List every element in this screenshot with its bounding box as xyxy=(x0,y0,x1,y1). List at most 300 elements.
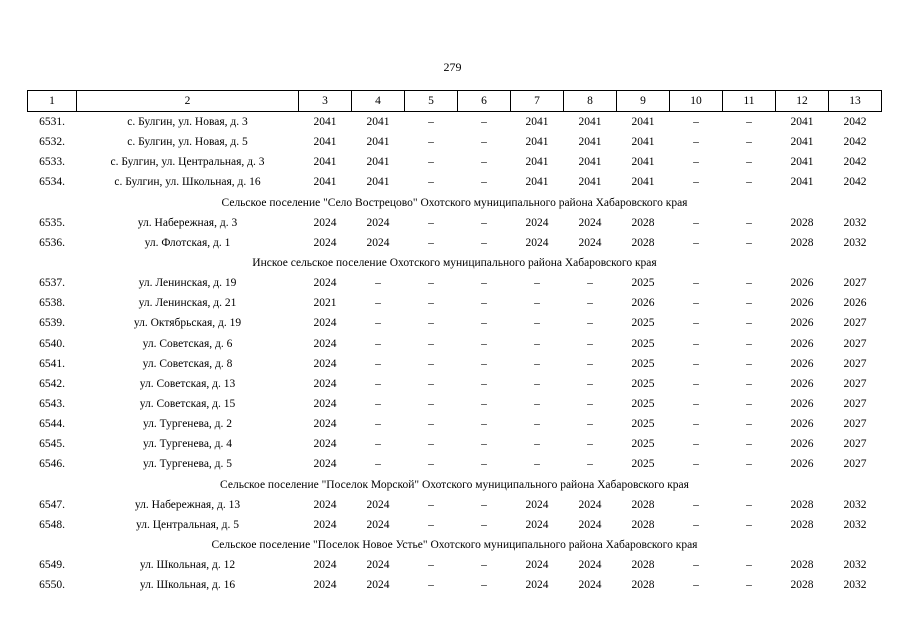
year-cell: – xyxy=(746,337,752,350)
year-cell: – xyxy=(534,438,540,451)
address-cell: с. Булгин, ул. Школьная, д. 16 xyxy=(114,176,261,189)
year-cell: – xyxy=(693,216,699,229)
year-cell: – xyxy=(693,579,699,592)
table-row xyxy=(28,354,882,374)
year-cell: 2032 xyxy=(843,216,867,229)
section-header-row xyxy=(28,193,882,213)
table-row xyxy=(28,374,882,394)
year-cell: 2024 xyxy=(366,518,390,531)
table-row xyxy=(28,434,882,454)
year-cell: 2025 xyxy=(631,418,655,431)
table-row xyxy=(28,575,882,595)
year-cell: 2032 xyxy=(843,559,867,572)
year-cell: 2028 xyxy=(631,518,655,531)
year-cell: 2041 xyxy=(790,136,814,149)
year-cell: – xyxy=(481,317,487,330)
year-cell: – xyxy=(746,216,752,229)
year-cell: – xyxy=(746,458,752,471)
row-number: 6540. xyxy=(39,337,65,350)
year-cell: 2041 xyxy=(525,136,549,149)
year-cell: – xyxy=(534,357,540,370)
year-cell: 2027 xyxy=(843,418,867,431)
year-cell: – xyxy=(428,418,434,431)
year-cell: – xyxy=(481,357,487,370)
year-cell: – xyxy=(587,277,593,290)
year-cell: – xyxy=(481,136,487,149)
address-cell: ул. Школьная, д. 12 xyxy=(139,559,236,572)
year-cell: – xyxy=(746,357,752,370)
year-cell: – xyxy=(693,458,699,471)
year-cell: 2041 xyxy=(313,156,337,169)
year-cell: – xyxy=(481,116,487,129)
year-cell: 2025 xyxy=(631,277,655,290)
year-cell: – xyxy=(587,377,593,390)
year-cell: 2028 xyxy=(790,559,814,572)
year-cell: 2041 xyxy=(525,176,549,189)
row-number: 6534. xyxy=(39,176,65,189)
year-cell: – xyxy=(481,458,487,471)
row-number: 6550. xyxy=(39,579,65,592)
year-cell: 2024 xyxy=(525,216,549,229)
year-cell: – xyxy=(428,559,434,572)
table-row xyxy=(28,394,882,414)
year-cell: 2041 xyxy=(790,116,814,129)
year-cell: 2032 xyxy=(843,498,867,511)
year-cell: 2024 xyxy=(313,377,337,390)
address-cell: ул. Набережная, д. 3 xyxy=(137,216,238,229)
row-number: 6531. xyxy=(39,116,65,129)
year-cell: – xyxy=(587,458,593,471)
year-cell: 2041 xyxy=(525,156,549,169)
year-cell: – xyxy=(534,418,540,431)
year-cell: 2042 xyxy=(843,136,867,149)
year-cell: 2024 xyxy=(578,236,602,249)
year-cell: – xyxy=(693,156,699,169)
year-cell: 2026 xyxy=(790,357,814,370)
year-cell: 2024 xyxy=(313,236,337,249)
year-cell: – xyxy=(746,317,752,330)
year-cell: 2032 xyxy=(843,579,867,592)
year-cell: 2024 xyxy=(313,398,337,411)
year-cell: 2041 xyxy=(631,116,655,129)
year-cell: 2024 xyxy=(313,438,337,451)
year-cell: – xyxy=(534,277,540,290)
address-cell: ул. Советская, д. 6 xyxy=(142,337,233,350)
table-row xyxy=(28,334,882,354)
year-cell: 2024 xyxy=(578,579,602,592)
year-cell: – xyxy=(375,317,381,330)
year-cell: – xyxy=(587,418,593,431)
year-cell: 2032 xyxy=(843,236,867,249)
year-cell: 2027 xyxy=(843,337,867,350)
year-cell: 2026 xyxy=(790,398,814,411)
year-cell: – xyxy=(481,518,487,531)
year-cell: – xyxy=(428,277,434,290)
year-cell: 2028 xyxy=(631,498,655,511)
year-cell: 2024 xyxy=(366,216,390,229)
table-row xyxy=(28,313,882,333)
section-header-row xyxy=(28,475,882,495)
year-cell: 2026 xyxy=(843,297,867,310)
year-cell: – xyxy=(375,357,381,370)
year-cell: 2028 xyxy=(790,498,814,511)
year-cell: – xyxy=(693,277,699,290)
year-cell: – xyxy=(428,136,434,149)
table-row xyxy=(28,132,882,152)
year-cell: – xyxy=(746,438,752,451)
year-cell: 2024 xyxy=(578,498,602,511)
column-header: 13 xyxy=(829,91,882,112)
year-cell: – xyxy=(428,498,434,511)
year-cell: 2024 xyxy=(313,579,337,592)
year-cell: 2028 xyxy=(631,216,655,229)
year-cell: – xyxy=(746,277,752,290)
year-cell: 2024 xyxy=(578,216,602,229)
year-cell: 2027 xyxy=(843,357,867,370)
year-cell: 2028 xyxy=(790,518,814,531)
year-cell: 2041 xyxy=(578,156,602,169)
section-title: Сельское поселение "Поселок Новое Устье" Охотского муниципального района Хабаровского края xyxy=(211,539,698,552)
year-cell: 2041 xyxy=(366,156,390,169)
year-cell: 2025 xyxy=(631,317,655,330)
year-cell: – xyxy=(534,377,540,390)
year-cell: 2028 xyxy=(790,216,814,229)
year-cell: 2024 xyxy=(313,337,337,350)
section-title: Сельское поселение "Поселок Морской" Охотского муниципального района Хабаровского края xyxy=(220,478,689,491)
address-cell: с. Булгин, ул. Новая, д. 3 xyxy=(127,116,248,129)
year-cell: 2027 xyxy=(843,438,867,451)
column-header: 12 xyxy=(776,91,829,112)
year-cell: – xyxy=(693,377,699,390)
year-cell: 2026 xyxy=(790,438,814,451)
table-row xyxy=(28,495,882,515)
address-cell: с. Булгин, ул. Центральная, д. 3 xyxy=(110,156,265,169)
year-cell: 2041 xyxy=(631,176,655,189)
year-cell: – xyxy=(375,458,381,471)
year-cell: 2026 xyxy=(790,377,814,390)
header-row xyxy=(28,91,882,112)
year-cell: – xyxy=(746,498,752,511)
year-cell: 2026 xyxy=(790,458,814,471)
table-row xyxy=(28,213,882,233)
table-row xyxy=(28,414,882,434)
page-number: 279 xyxy=(443,60,462,74)
year-cell: – xyxy=(534,297,540,310)
table-body xyxy=(28,112,882,596)
year-cell: 2041 xyxy=(366,176,390,189)
year-cell: – xyxy=(375,337,381,350)
year-cell: 2026 xyxy=(790,337,814,350)
column-header: 7 xyxy=(511,91,564,112)
year-cell: – xyxy=(481,337,487,350)
year-cell: 2024 xyxy=(313,357,337,370)
column-header: 11 xyxy=(723,91,776,112)
year-cell: 2041 xyxy=(578,176,602,189)
column-header: 1 xyxy=(28,91,77,112)
year-cell: 2021 xyxy=(313,297,337,310)
year-cell: 2041 xyxy=(525,116,549,129)
year-cell: 2026 xyxy=(790,418,814,431)
column-header: 6 xyxy=(458,91,511,112)
year-cell: – xyxy=(746,559,752,572)
table-row xyxy=(28,112,882,133)
year-cell: – xyxy=(693,337,699,350)
year-cell: – xyxy=(375,297,381,310)
year-cell: 2042 xyxy=(843,176,867,189)
year-cell: 2041 xyxy=(631,136,655,149)
year-cell: – xyxy=(481,377,487,390)
year-cell: 2024 xyxy=(366,579,390,592)
year-cell: – xyxy=(428,579,434,592)
address-cell: ул. Школьная, д. 16 xyxy=(139,579,236,592)
year-cell: 2027 xyxy=(843,377,867,390)
year-cell: – xyxy=(428,116,434,129)
address-cell: ул. Тургенева, д. 2 xyxy=(142,418,233,431)
year-cell: – xyxy=(375,418,381,431)
column-header: 5 xyxy=(405,91,458,112)
year-cell: – xyxy=(428,518,434,531)
year-cell: – xyxy=(693,357,699,370)
year-cell: – xyxy=(693,418,699,431)
year-cell: – xyxy=(428,398,434,411)
row-number: 6542. xyxy=(39,377,65,390)
year-cell: – xyxy=(481,297,487,310)
address-cell: ул. Советская, д. 13 xyxy=(139,377,236,390)
year-cell: – xyxy=(587,357,593,370)
year-cell: 2026 xyxy=(631,297,655,310)
section-header-row xyxy=(28,535,882,555)
year-cell: 2024 xyxy=(313,559,337,572)
year-cell: – xyxy=(693,176,699,189)
year-cell: 2026 xyxy=(790,317,814,330)
year-cell: – xyxy=(746,116,752,129)
address-cell: ул. Советская, д. 8 xyxy=(142,357,233,370)
year-cell: – xyxy=(375,377,381,390)
section-title: Инское сельское поселение Охотского муниципального района Хабаровского края xyxy=(252,257,657,270)
address-cell: ул. Центральная, д. 5 xyxy=(135,518,240,531)
year-cell: – xyxy=(746,136,752,149)
row-number: 6533. xyxy=(39,156,65,169)
year-cell: 2024 xyxy=(313,317,337,330)
year-cell: 2041 xyxy=(790,176,814,189)
table-row xyxy=(28,555,882,575)
row-number: 6537. xyxy=(39,277,65,290)
year-cell: 2024 xyxy=(578,559,602,572)
year-cell: – xyxy=(587,398,593,411)
year-cell: 2024 xyxy=(313,518,337,531)
year-cell: – xyxy=(481,277,487,290)
year-cell: 2041 xyxy=(631,156,655,169)
year-cell: 2041 xyxy=(313,176,337,189)
year-cell: 2042 xyxy=(843,156,867,169)
year-cell: – xyxy=(587,337,593,350)
year-cell: 2032 xyxy=(843,518,867,531)
row-number: 6549. xyxy=(39,559,65,572)
year-cell: – xyxy=(534,458,540,471)
year-cell: – xyxy=(587,317,593,330)
year-cell: – xyxy=(481,579,487,592)
row-number: 6536. xyxy=(39,236,65,249)
year-cell: – xyxy=(481,438,487,451)
year-cell: – xyxy=(428,317,434,330)
year-cell: – xyxy=(481,176,487,189)
row-number: 6543. xyxy=(39,398,65,411)
table-row xyxy=(28,172,882,192)
year-cell: 2026 xyxy=(790,277,814,290)
year-cell: 2025 xyxy=(631,377,655,390)
year-cell: – xyxy=(428,458,434,471)
year-cell: – xyxy=(693,498,699,511)
year-cell: – xyxy=(587,438,593,451)
year-cell: 2024 xyxy=(313,458,337,471)
year-cell: – xyxy=(693,136,699,149)
row-number: 6546. xyxy=(39,458,65,471)
year-cell: – xyxy=(534,337,540,350)
address-cell: ул. Тургенева, д. 4 xyxy=(142,438,233,451)
year-cell: 2028 xyxy=(790,579,814,592)
year-cell: 2024 xyxy=(525,579,549,592)
year-cell: – xyxy=(428,377,434,390)
year-cell: 2027 xyxy=(843,317,867,330)
year-cell: 2041 xyxy=(366,136,390,149)
year-cell: – xyxy=(746,176,752,189)
row-number: 6544. xyxy=(39,418,65,431)
row-number: 6547. xyxy=(39,498,65,511)
year-cell: – xyxy=(693,317,699,330)
column-header: 9 xyxy=(617,91,670,112)
row-number: 6535. xyxy=(39,216,65,229)
column-header: 2 xyxy=(77,91,299,112)
address-cell: с. Булгин, ул. Новая, д. 5 xyxy=(127,136,248,149)
section-title: Сельское поселение "Село Вострецово" Охотского муниципального района Хабаровского края xyxy=(221,196,688,209)
year-cell: 2041 xyxy=(578,116,602,129)
year-cell: 2028 xyxy=(631,579,655,592)
year-cell: – xyxy=(428,337,434,350)
year-cell: 2041 xyxy=(313,116,337,129)
year-cell: – xyxy=(481,418,487,431)
address-cell: ул. Набережная, д. 13 xyxy=(134,498,241,511)
address-cell: ул. Флотская, д. 1 xyxy=(144,236,231,249)
row-number: 6541. xyxy=(39,357,65,370)
year-cell: – xyxy=(428,236,434,249)
year-cell: – xyxy=(693,559,699,572)
year-cell: – xyxy=(481,398,487,411)
year-cell: – xyxy=(375,438,381,451)
table-row xyxy=(28,454,882,474)
address-cell: ул. Ленинская, д. 19 xyxy=(138,277,237,290)
schedule-table xyxy=(27,90,882,595)
year-cell: 2024 xyxy=(313,418,337,431)
year-cell: 2025 xyxy=(631,458,655,471)
year-cell: 2024 xyxy=(525,236,549,249)
year-cell: – xyxy=(428,438,434,451)
year-cell: – xyxy=(746,297,752,310)
row-number: 6545. xyxy=(39,438,65,451)
year-cell: 2027 xyxy=(843,458,867,471)
row-number: 6538. xyxy=(39,297,65,310)
year-cell: – xyxy=(428,297,434,310)
year-cell: 2041 xyxy=(313,136,337,149)
year-cell: 2024 xyxy=(313,498,337,511)
address-cell: ул. Октябрьская, д. 19 xyxy=(133,317,242,330)
year-cell: 2024 xyxy=(525,498,549,511)
year-cell: – xyxy=(693,398,699,411)
year-cell: – xyxy=(428,176,434,189)
year-cell: 2024 xyxy=(525,518,549,531)
year-cell: – xyxy=(746,418,752,431)
table-row xyxy=(28,515,882,535)
year-cell: 2025 xyxy=(631,438,655,451)
year-cell: – xyxy=(746,518,752,531)
section-header-row xyxy=(28,253,882,273)
address-cell: ул. Ленинская, д. 21 xyxy=(138,297,237,310)
column-header: 3 xyxy=(299,91,352,112)
year-cell: – xyxy=(481,498,487,511)
year-cell: 2028 xyxy=(631,559,655,572)
year-cell: – xyxy=(746,156,752,169)
year-cell: – xyxy=(481,216,487,229)
address-cell: ул. Тургенева, д. 5 xyxy=(142,458,233,471)
year-cell: – xyxy=(693,297,699,310)
column-header: 4 xyxy=(352,91,405,112)
table-row xyxy=(28,273,882,293)
year-cell: – xyxy=(693,236,699,249)
column-header: 10 xyxy=(670,91,723,112)
year-cell: 2024 xyxy=(313,216,337,229)
year-cell: – xyxy=(428,357,434,370)
year-cell: – xyxy=(428,156,434,169)
year-cell: – xyxy=(481,156,487,169)
year-cell: 2028 xyxy=(631,236,655,249)
year-cell: – xyxy=(481,559,487,572)
year-cell: – xyxy=(693,116,699,129)
year-cell: 2024 xyxy=(578,518,602,531)
year-cell: 2041 xyxy=(366,116,390,129)
year-cell: 2025 xyxy=(631,398,655,411)
row-number: 6539. xyxy=(39,317,65,330)
year-cell: – xyxy=(746,236,752,249)
year-cell: – xyxy=(587,297,593,310)
year-cell: 2025 xyxy=(631,337,655,350)
year-cell: 2024 xyxy=(366,498,390,511)
year-cell: 2024 xyxy=(525,559,549,572)
year-cell: – xyxy=(534,317,540,330)
year-cell: 2024 xyxy=(366,236,390,249)
year-cell: 2041 xyxy=(790,156,814,169)
year-cell: – xyxy=(375,277,381,290)
table-row xyxy=(28,233,882,253)
row-number: 6548. xyxy=(39,518,65,531)
year-cell: 2028 xyxy=(790,236,814,249)
year-cell: – xyxy=(428,216,434,229)
year-cell: – xyxy=(693,438,699,451)
year-cell: 2027 xyxy=(843,398,867,411)
row-number: 6532. xyxy=(39,136,65,149)
year-cell: 2026 xyxy=(790,297,814,310)
table-row xyxy=(28,293,882,313)
year-cell: – xyxy=(481,236,487,249)
year-cell: 2025 xyxy=(631,357,655,370)
year-cell: – xyxy=(534,398,540,411)
year-cell: 2024 xyxy=(366,559,390,572)
year-cell: 2042 xyxy=(843,116,867,129)
year-cell: – xyxy=(746,579,752,592)
year-cell: 2041 xyxy=(578,136,602,149)
address-cell: ул. Советская, д. 15 xyxy=(139,398,236,411)
year-cell: – xyxy=(746,377,752,390)
year-cell: 2027 xyxy=(843,277,867,290)
year-cell: 2024 xyxy=(313,277,337,290)
